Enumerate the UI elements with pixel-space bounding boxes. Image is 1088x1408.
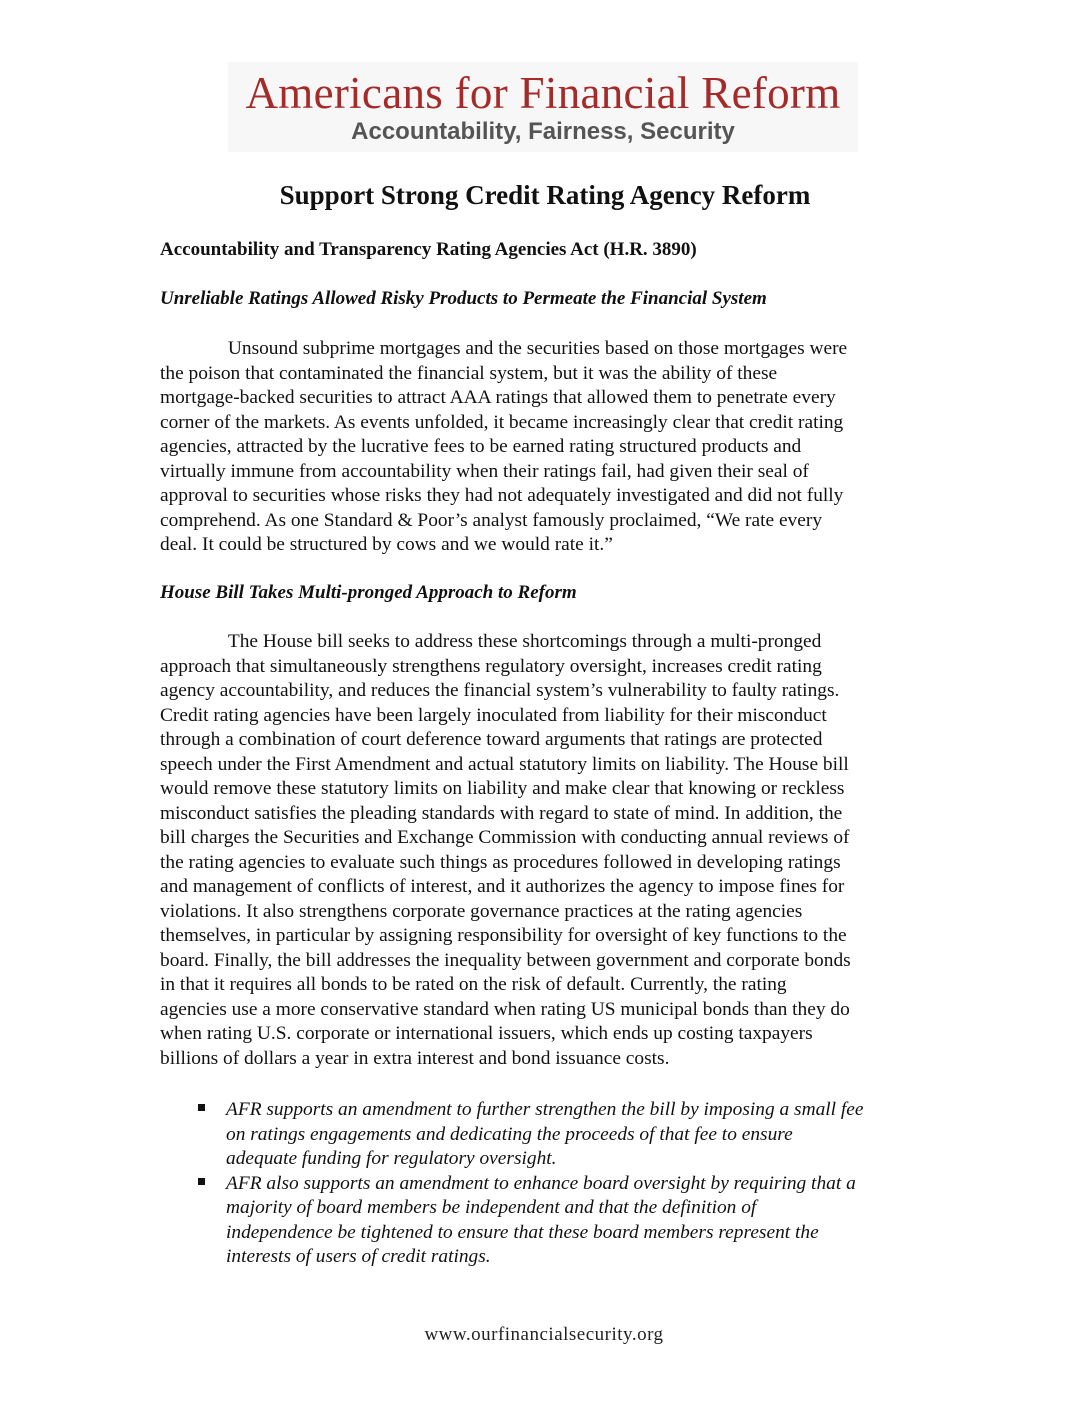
recommendation-line: majority of board members be independent and that the definition of [226, 1197, 757, 1218]
paragraph-line: the poison that contaminated the financial system, but it was the ability of these [160, 362, 778, 384]
section-heading-unreliable-ratings: Unreliable Ratings Allowed Risky Products to Permeate the Financial System [160, 288, 767, 309]
organization-letterhead [228, 62, 858, 152]
paragraph-line: Credit rating agencies have been largely inoculated from liability for their misconduct [160, 704, 827, 726]
paragraph-line: board. Finally, the bill addresses the inequality between government and corporate bonds [160, 949, 851, 971]
paragraph-line: bill charges the Securities and Exchange Commission with conducting annual reviews of [160, 827, 850, 848]
square-bullet-icon [198, 1104, 205, 1111]
paragraph-line: agencies use a more conservative standard when rating US municipal bonds than they do [160, 998, 850, 1020]
recommendation-item [160, 1172, 940, 1270]
square-bullet-icon [198, 1178, 205, 1185]
organization-name: Americans for Financial Reform [245, 68, 841, 118]
paragraph-line: in that it requires all bonds to be rated on the risk of default. Currently, the rating [160, 974, 787, 995]
paragraph-line: through a combination of court deference toward arguments that ratings are protected [160, 729, 823, 750]
paragraph-line: deal. It could be structured by cows and we would rate it.” [160, 534, 613, 555]
paragraph-line: comprehend. As one Standard & Poor’s analyst famously proclaimed, “We rate every [160, 509, 823, 531]
paragraph-line: mortgage-backed securities to attract AAA ratings that allowed them to penetrate every [160, 387, 836, 408]
recommendation-line: independence be tightened to ensure that these board members represent the [226, 1221, 819, 1243]
paragraph-line: billions of dollars a year in extra interest and bond issuance costs. [160, 1047, 670, 1069]
recommendation-line: on ratings engagements and dedicating the proceeds of that fee to ensure [226, 1123, 793, 1145]
paragraph-line: agency accountability, and reduces the financial system’s vulnerability to faulty ratings. [160, 680, 840, 701]
paragraph-unreliable-ratings [160, 337, 940, 558]
paragraph-line: corner of the markets. As events unfolded, it became increasingly clear that credit rating [160, 411, 844, 433]
paragraph-line: and management of conflicts of interest, and it authorizes the agency to impose fines for [160, 876, 845, 897]
paragraph-line: misconduct satisfies the pleading standards with regard to state of mind. In addition, the [160, 802, 843, 824]
paragraph-line: the rating agencies to evaluate such things as procedures followed in developing ratings [160, 851, 841, 873]
paragraph-line: agencies, attracted by the lucrative fees to be earned rating structured products and [160, 436, 802, 457]
act-heading: Accountability and Transparency Rating Agencies Act (H.R. 3890) [160, 239, 697, 260]
recommendation-line: AFR supports an amendment to further strengthen the bill by imposing a small fee [226, 1099, 864, 1120]
paragraph-line: themselves, in particular by assigning responsibility for oversight of key functions to the [160, 925, 847, 946]
paragraph-line: speech under the First Amendment and actual statutory limits on liability. The House bill [160, 753, 849, 775]
paragraph-house-bill [160, 630, 940, 1071]
paragraph-line: would remove these statutory limits on liability and make clear that knowing or reckless [160, 778, 845, 799]
recommendation-line: AFR also supports an amendment to enhance board oversight by requiring that a [226, 1172, 856, 1194]
section-heading-house-bill: House Bill Takes Multi-pronged Approach to Reform [160, 582, 577, 603]
recommendation-item [160, 1098, 940, 1172]
recommendation-line: adequate funding for regulatory oversight. [226, 1148, 557, 1169]
paragraph-line: when rating U.S. corporate or international issuers, which ends up costing taxpayers [160, 1023, 813, 1044]
paragraph-line: Unsound subprime mortgages and the securities based on those mortgages were [160, 338, 848, 359]
paragraph-line: approval to securities whose risks they had not adequately investigated and did not fully [160, 485, 844, 506]
paragraph-line: approach that simultaneously strengthens regulatory oversight, increases credit rating [160, 655, 822, 677]
paragraph-line: virtually immune from accountability when their ratings fail, had given their seal of [160, 460, 809, 482]
organization-tagline: Accountability, Fairness, Security [351, 118, 735, 145]
paragraph-line: The House bill seeks to address these shortcomings through a multi-pronged [160, 631, 822, 652]
recommendation-line: interests of users of credit ratings. [226, 1246, 491, 1267]
document-title: Support Strong Credit Rating Agency Reform [279, 180, 811, 210]
footer-website-url: www.ourfinancialsecurity.org [424, 1324, 664, 1345]
recommendation-list [160, 1098, 940, 1270]
paragraph-line: violations. It also strengthens corporate governance practices at the rating agencies [160, 900, 803, 922]
